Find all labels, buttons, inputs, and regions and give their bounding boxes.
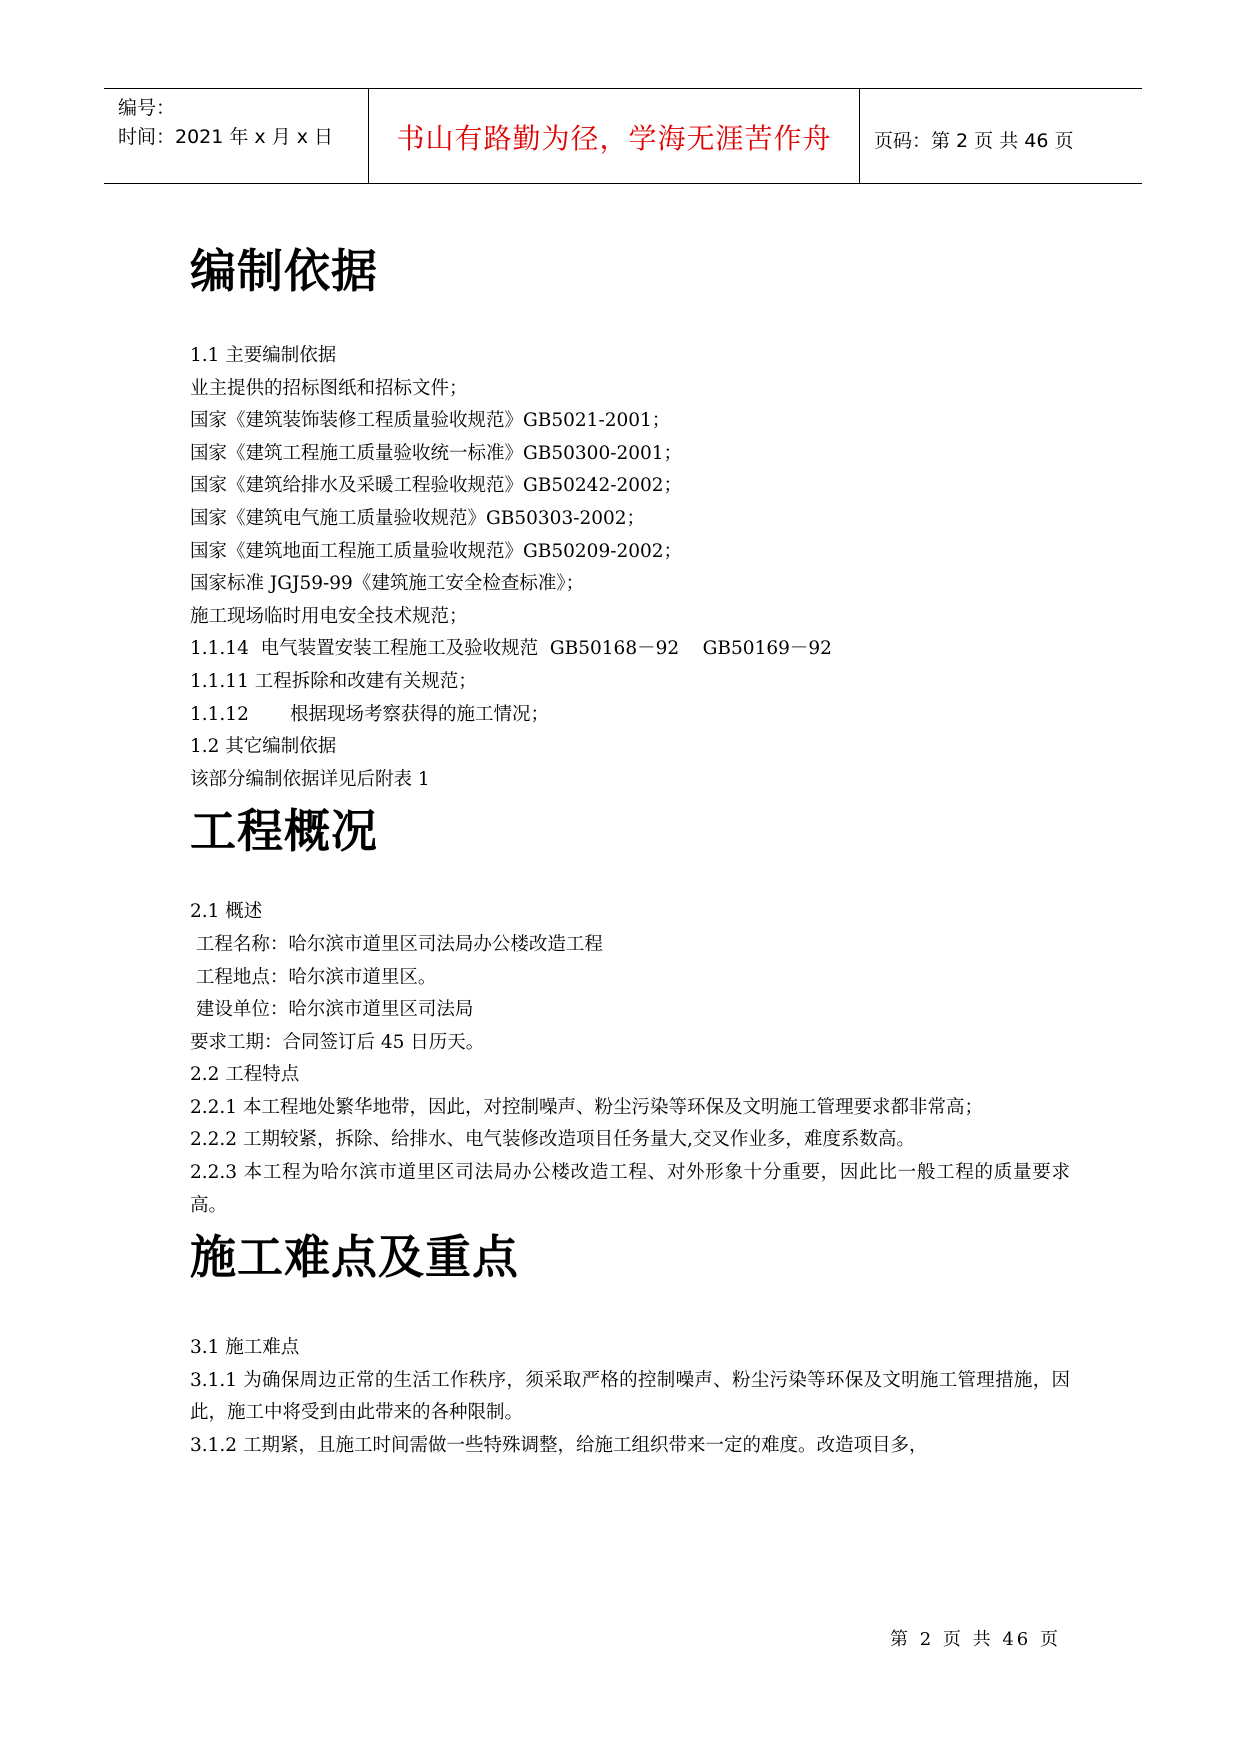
text-line: 1.1 主要编制依据 bbox=[190, 345, 337, 366]
text-line: 1.1.14 电气装置安装工程施工及验收规范 GB50168－92 GB50169－92 bbox=[190, 638, 832, 660]
paragraph: 3.1.2 工期紧，且施工时间需做一些特殊调整，给施工组织带来一定的难度。改造项目多， bbox=[190, 1435, 928, 1457]
header-left-cell bbox=[104, 89, 368, 183]
section-overview-lines bbox=[190, 896, 1070, 1092]
document-time-label: 时间：2021 年 x 月 x 日 bbox=[118, 126, 334, 148]
paragraph: 2.2.2 工期较紧，拆除、给排水、电气装修改造项目任务量大,交叉作业多，难度系数高。 bbox=[190, 1129, 915, 1151]
text-line: 工程名称：哈尔滨市道里区司法局办公楼改造工程 bbox=[190, 933, 603, 955]
text-line: 要求工期：合同签订后 45 日历天。 bbox=[190, 1031, 485, 1053]
text-line: 1.1.12 根据现场考察获得的施工情况； bbox=[190, 703, 550, 725]
text-line: 该部分编制依据详见后附表 1 bbox=[190, 768, 430, 790]
document-number-label: 编号： bbox=[118, 97, 176, 119]
paragraph: 2.2.3 本工程为哈尔滨市道里区司法局办公楼改造工程、对外形象十分重要，因此比一般工程的质量要求高。 bbox=[190, 1162, 1070, 1216]
page-footer-number: 第 2 页 共 46 页 bbox=[890, 1629, 1061, 1650]
text-line: 2.1 概述 bbox=[190, 901, 263, 923]
header-motto-cell bbox=[368, 89, 860, 183]
header-page-cell bbox=[860, 89, 1142, 183]
section-title-basis: 编制依据 bbox=[190, 244, 378, 298]
text-line: 1.1.11 工程拆除和改建有关规范； bbox=[190, 670, 477, 692]
text-line: 工程地点：哈尔滨市道里区。 bbox=[190, 966, 437, 988]
page-header bbox=[104, 88, 1142, 184]
paragraph: 2.2.1 本工程地处繁华地带，因此，对控制噪声、粉尘污染等环保及文明施工管理要求都非常高； bbox=[190, 1096, 983, 1118]
text-line: 国家《建筑装饰装修工程质量验收规范》GB5021-2001； bbox=[190, 410, 671, 432]
section-basis-lines bbox=[190, 340, 1070, 796]
section-title-difficulties: 施工难点及重点 bbox=[190, 1230, 519, 1285]
document-body bbox=[190, 236, 1070, 1463]
header-page-info: 页码：第 2 页 共 46 页 bbox=[874, 130, 1074, 152]
text-line: 国家标准 JGJ59-99《建筑施工安全检查标准》； bbox=[190, 573, 585, 595]
text-line: 施工现场临时用电安全技术规范； bbox=[190, 605, 468, 627]
text-line: 国家《建筑工程施工质量验收统一标准》GB50300-2001； bbox=[190, 442, 683, 464]
text-line: 国家《建筑电气施工质量验收规范》GB50303-2002； bbox=[190, 507, 646, 529]
text-line: 国家《建筑给排水及采暖工程验收规范》GB50242-2002； bbox=[190, 475, 683, 497]
text-line: 3.1 施工难点 bbox=[190, 1337, 300, 1359]
header-motto: 书山有路勤为径，学海无涯苦作舟 bbox=[396, 122, 832, 155]
text-line: 1.2 其它编制依据 bbox=[190, 736, 337, 758]
paragraph: 3.1.1 为确保周边正常的生活工作秩序，须采取严格的控制噪声、粉尘污染等环保及文明施工管理措施，因此，施工中将受到由此带来的各种限制。 bbox=[190, 1369, 1070, 1424]
section-title-overview: 工程概况 bbox=[190, 804, 378, 859]
text-line: 建设单位：哈尔滨市道里区司法局 bbox=[190, 999, 474, 1021]
section-difficulties-lines bbox=[190, 1332, 1070, 1365]
text-line: 2.2 工程特点 bbox=[190, 1064, 300, 1086]
text-line: 业主提供的招标图纸和招标文件； bbox=[190, 377, 468, 399]
text-line: 国家《建筑地面工程施工质量验收规范》GB50209-2002； bbox=[190, 540, 683, 562]
